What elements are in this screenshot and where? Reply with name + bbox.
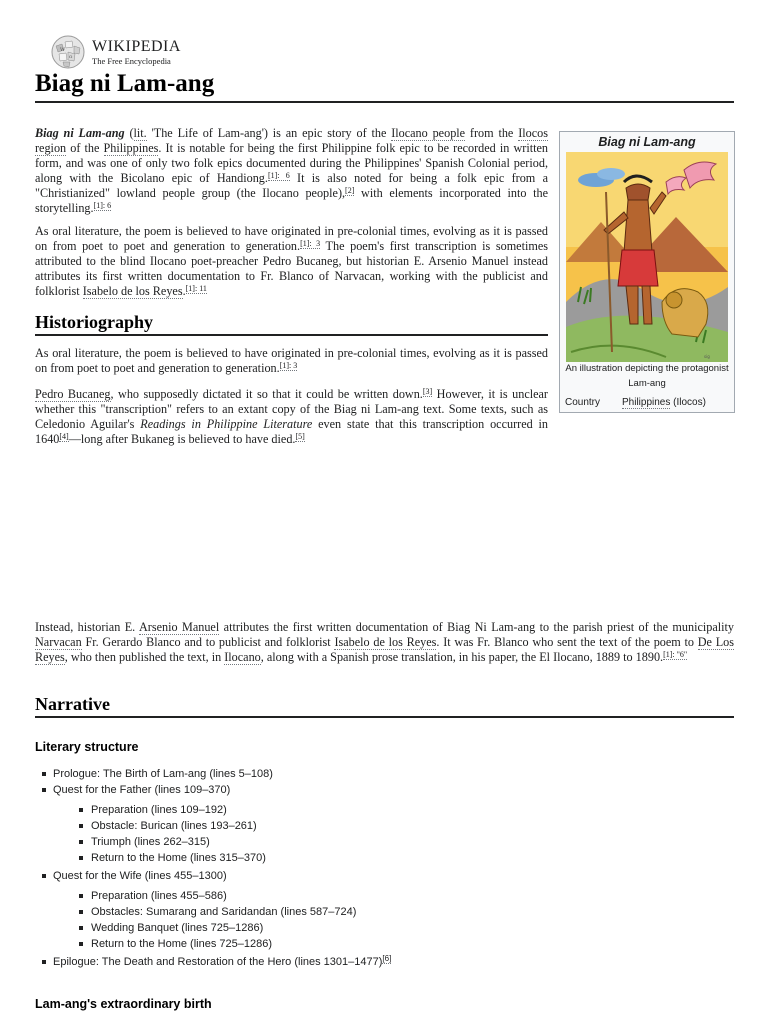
country-value xyxy=(622,397,706,408)
narrative-divider xyxy=(35,716,734,718)
historiography-paragraph-1: As oral literature, the poem is believed to have originated in pre-colonial times, evolving as it is passed on from poet to poet and generation to generation.$^{[1]: 3}$ xyxy=(35,346,548,375)
citation[interactable]: [1]: 3 xyxy=(300,239,321,248)
citation[interactable]: [1]: "6" xyxy=(663,650,688,659)
literary-structure-heading: Literary structure xyxy=(35,740,139,754)
svg-text:W: W xyxy=(60,47,66,53)
wikipedia-tagline: The Free Encyclopedia xyxy=(92,55,171,66)
literary-structure-list xyxy=(35,766,734,970)
list-item: Preparation (lines 455–586) xyxy=(53,888,734,904)
lit-abbr[interactable]: lit. xyxy=(133,126,147,140)
page-title: Biag ni Lam-ang xyxy=(35,70,215,97)
intro-paragraph: Biag ni Lam-ang (lit. 'The Life of Lam-ang') is an epic story of the Ilocano people from the Ilocos region of the Philippines. It is notable for being the first Philippine folk epic to be recorded in written form, and was one of only two folk epics documented during the Philippines' Spanish Colonial period, along with the Bicolano epic of Handiong.$^{[1]: 6}$ It is also noted for being a folk epic from a "Christianized" lowland people group (the Ilocano people),[2] with elements incorporated into the storytelling.$^{[1]: 6}$ xyxy=(35,126,548,215)
list-item: Return to the Home (lines 725–1286) xyxy=(53,936,734,952)
title-divider xyxy=(35,101,734,103)
wikipedia-logo[interactable] xyxy=(50,34,181,70)
list-item: Preparation (lines 109–192) xyxy=(53,802,734,818)
philippines-link[interactable]: Philippines xyxy=(622,397,671,408)
ilocano-language-link[interactable]: Ilocano xyxy=(224,650,261,664)
historiography-heading: Historiography xyxy=(35,312,154,332)
list-item: Quest for the Father (lines 109–370) Preparation (lines 109–192) Obstacle: Burican (lines 193–261) Triumph (lines 262–315) Return to the Home (lines 315–370) xyxy=(35,782,734,866)
list-item: Quest for the Wife (lines 455–1300) Preparation (lines 455–586) Obstacles: Sumarang and Saridandan (lines 587–724) Wedding Banquet (lines 725–1286) Return to the Home (lines 725–1286) xyxy=(35,868,734,952)
svg-text:sig: sig xyxy=(704,354,710,359)
philippines-link-intro[interactable]: Philippines xyxy=(103,141,159,155)
country-region: (Ilocos) xyxy=(673,397,706,408)
isabelo-de-los-reyes-link[interactable]: Isabelo de los Reyes xyxy=(334,635,437,649)
citation[interactable]: [2] xyxy=(345,186,355,195)
extraordinary-birth-heading: Lam-ang's extraordinary birth xyxy=(35,997,212,1011)
list-item: Obstacle: Burican (lines 193–261) xyxy=(53,818,734,834)
citation[interactable]: [1]: 3 xyxy=(279,361,298,370)
father-sublist xyxy=(53,802,734,866)
historiography-paragraph-2: Pedro Bucaneg, who supposedly dictated it so that it could be written down.[3] However, it is unclear whether this "transcription" refers to an extant copy of the Biag ni Lam-ang text. Some texts, such as Celedonio Aguilar's Readings in Philippine Literature even state that this transcription occurred in 1640[4]—long after Bukaneg is believed to have died.[5] xyxy=(35,387,549,446)
pedro-bucaneg-link[interactable]: Pedro Bucaneg xyxy=(35,387,111,401)
ilocos-link[interactable]: Ilocos region xyxy=(35,126,548,155)
wikipedia-globe-icon xyxy=(50,34,86,70)
infobox xyxy=(559,131,735,413)
citation[interactable]: [5] xyxy=(295,432,305,441)
historiography-paragraph-3: Instead, historian E. Arsenio Manuel attributes the first written documentation of Biag Ni Lam-ang to the parish priest of the municipality Narvacan Fr. Gerardo Blanco and to publicist and folklorist Isabelo de los Reyes. It was Fr. Blanco who sent the text of the poem to De Los Reyes, who then published the text, in Ilocano, along with a Spanish prose translation, in his paper, the El Ilocano, 1889 to 1890.$^{[1]: "6"}$ xyxy=(35,620,735,664)
wife-sublist xyxy=(53,888,734,952)
citation[interactable]: [1]: 6 xyxy=(93,201,112,210)
list-item: Return to the Home (lines 315–370) xyxy=(53,850,734,866)
isabelo-link[interactable]: Isabelo de los Reyes xyxy=(82,284,183,298)
list-item: Triumph (lines 262–315) xyxy=(53,834,734,850)
oral-literature-paragraph: As oral literature, the poem is believed to have originated in pre-colonial times, evolving as it is passed on from poet to poet and generation to generation.$^{[1]: 3}$ The poem's first transcription is sometimes attributed to the blind Ilocano poet-preacher Pedro Bucaneg, but historian E. Arsenio Manuel instead attributes its first written documentation to Fr. Blanco of Narvacan, working with the publicist and folklorist Isabelo de los Reyes.$^{[1]: 11}$ xyxy=(35,224,548,298)
intro-title: Biag ni Lam-ang xyxy=(35,126,125,140)
list-item: Obstacles: Sumarang and Saridandan (lines 587–724) xyxy=(53,904,734,920)
narvacan-link[interactable]: Narvacan xyxy=(35,635,82,649)
narrative-heading: Narrative xyxy=(35,694,110,714)
de-los-reyes-link[interactable]: De Los Reyes xyxy=(35,635,734,664)
citation[interactable]: [1]: 6 xyxy=(267,171,290,180)
infobox-row-country xyxy=(565,397,729,408)
ilocano-people-link[interactable]: Ilocano people xyxy=(391,126,466,140)
list-item: Epilogue: The Death and Restoration of the Hero (lines 1301–1477)[6] xyxy=(35,954,734,970)
arsenio-manuel-link[interactable]: Arsenio Manuel xyxy=(138,620,220,634)
list-item: Wedding Banquet (lines 725–1286) xyxy=(53,920,734,936)
citation[interactable]: [3] xyxy=(422,387,433,396)
lam-ang-illustration[interactable] xyxy=(566,152,728,362)
infobox-caption: An illustration depicting the protagonist Lam-ang xyxy=(565,363,729,389)
svg-text:Ω: Ω xyxy=(69,54,73,59)
citation[interactable]: [6] xyxy=(382,954,392,963)
infobox-title: Biag ni Lam-ang xyxy=(598,135,696,149)
citation[interactable]: [4] xyxy=(59,432,69,441)
citation[interactable]: [1]: 11 xyxy=(185,284,207,293)
list-item: Prologue: The Birth of Lam-ang (lines 5–108) xyxy=(35,766,734,782)
historiography-divider xyxy=(35,334,548,336)
country-label: Country xyxy=(565,397,601,408)
wikipedia-wordmark: WIKIPEDIA xyxy=(92,37,181,55)
